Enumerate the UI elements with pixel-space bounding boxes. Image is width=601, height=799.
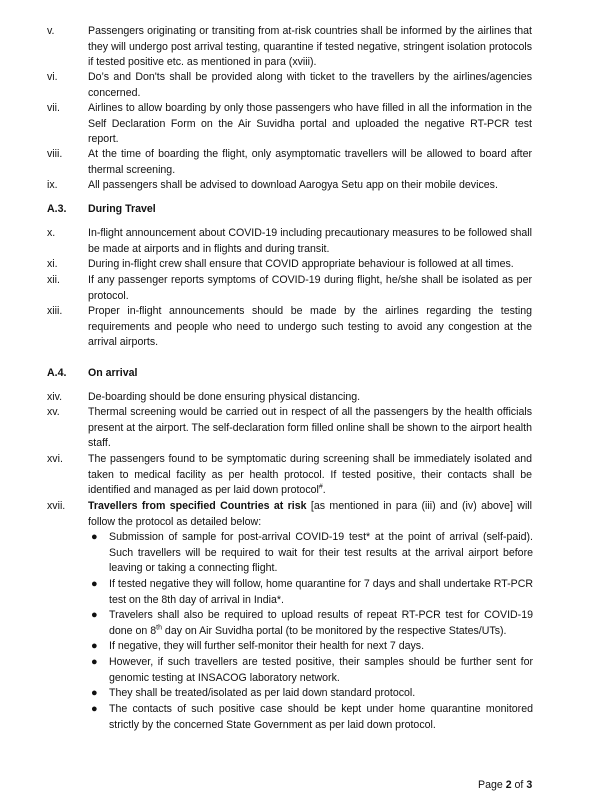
bullet-icon: ● (91, 656, 98, 668)
item-text-rest: [as mentioned in para (iii) and (iv) above] will follow the protocol as detailed below: (88, 500, 533, 528)
item-text: Do’s and Don'ts shall be provided along with ticket to the travellers by the airlines/agencies concerned. (88, 71, 532, 99)
item-text: De-boarding should be done ensuring physical distancing. (88, 391, 361, 403)
item-number: xvii. (47, 500, 66, 512)
item-text: During in-flight crew shall ensure that COVID appropriate behaviour is followed at all times. (88, 258, 514, 270)
item-text: All passengers shall be advised to download Aarogya Setu app on their mobile devices. (88, 179, 498, 191)
item-text: Airlines to allow boarding by only those passengers who have filled in all the information in the Self Declaration Form on the Air Suvidha portal and uploaded the negative RT-PCR test report. (88, 102, 532, 146)
item-text-main: The passengers found to be symptomatic during screening shall be immediately isolated and taken to medical facility as per health protocol. If tested positive, their contacts shall be identified and managed as per laid down protocol (88, 453, 532, 497)
bullet-icon: ● (91, 609, 98, 621)
bullet-text: Submission of sample for post-arrival COVID-19 test* at the point of arrival (self-paid). Such travellers will be required to wait for their test results at the arrival airport before leaving or taking a connecting flight. (109, 531, 533, 575)
item-text-bold: Travellers from specified Countries at risk (88, 500, 307, 512)
bullet-text: However, if such travellers are tested positive, their samples should be further sent for genomic testing at INSACOG laboratory network. (109, 656, 533, 684)
item-text: Passengers originating or transiting from at-risk countries shall be informed by the airlines that they will undergo post arrival testing, quarantine if tested negative, stringent isolation protocols if tested positive etc. as mentioned in para (xviii). (88, 25, 532, 69)
page-total: 3 (526, 779, 533, 791)
section-title: During Travel (88, 203, 156, 215)
bullet-text-post: day on Air Suvidha portal (to be monitored by the respective States/UTs). (161, 624, 507, 637)
page-current: 2 (505, 779, 512, 791)
item-number: v. (47, 25, 55, 37)
page-footer (478, 778, 532, 794)
item-text-end: . (322, 484, 326, 497)
bullet-text: If tested negative they will follow, home quarantine for 7 days and shall undertake RT-PCR test on the 8th day of arrival in India*. (109, 578, 533, 606)
ordinal-suffix: th (156, 624, 162, 632)
item-text: If any passenger reports symptoms of COVID-19 during flight, he/she shall be isolated as per protocol. (88, 274, 532, 302)
bullet-text (109, 608, 533, 639)
item-text: At the time of boarding the flight, only asymptomatic travellers will be allowed to board after thermal screening. (88, 148, 532, 176)
bullet-text-pre: Travelers shall also be required to upload results of repeat RT-PCR test for COVID-19 done on 8 (109, 609, 533, 637)
item-number: xiv. (47, 391, 63, 403)
item-number: ix. (47, 179, 58, 191)
item-number: xiii. (47, 305, 63, 317)
item-number: vii. (47, 102, 60, 114)
bullet-text: If negative, they will further self-monitor their health for next 7 days. (109, 640, 425, 652)
footnote-marker: # (318, 483, 323, 491)
item-text (88, 452, 532, 499)
item-number: xvi. (47, 453, 63, 465)
item-number: xv. (47, 406, 60, 418)
item-number: viii. (47, 148, 63, 160)
page-label: Page (478, 779, 506, 791)
item-number: x. (47, 227, 56, 239)
item-text (88, 499, 532, 530)
page-of: of (511, 779, 527, 791)
item-number: xii. (47, 274, 60, 286)
bullet-icon: ● (91, 640, 98, 652)
item-text: Thermal screening would be carried out in respect of all the passengers by the health officials present at the airport. The self-declaration form filled online shall be shown to the airport health staff. (88, 406, 532, 450)
section-number: A.4. (47, 367, 67, 379)
bullet-text: The contacts of such positive case should be kept under home quarantine monitored strictly by the concerned State Government as per laid down protocol. (109, 703, 533, 731)
section-number: A.3. (47, 203, 67, 215)
bullet-text: They shall be treated/isolated as per laid down standard protocol. (109, 687, 416, 699)
section-title: On arrival (88, 367, 138, 379)
item-number: vi. (47, 71, 58, 83)
item-text: Proper in-flight announcements should be made by the airlines regarding the testing requirements and people who need to undergo such testing to avoid any congestion at the arrival airports. (88, 305, 532, 349)
bullet-icon: ● (91, 687, 98, 699)
bullet-icon: ● (91, 531, 98, 543)
item-text: In-flight announcement about COVID-19 including precautionary measures to be followed shall be made at airports and in flights and during transit. (88, 227, 532, 255)
bullet-icon: ● (91, 578, 98, 590)
item-number: xi. (47, 258, 58, 270)
bullet-icon: ● (91, 703, 98, 715)
